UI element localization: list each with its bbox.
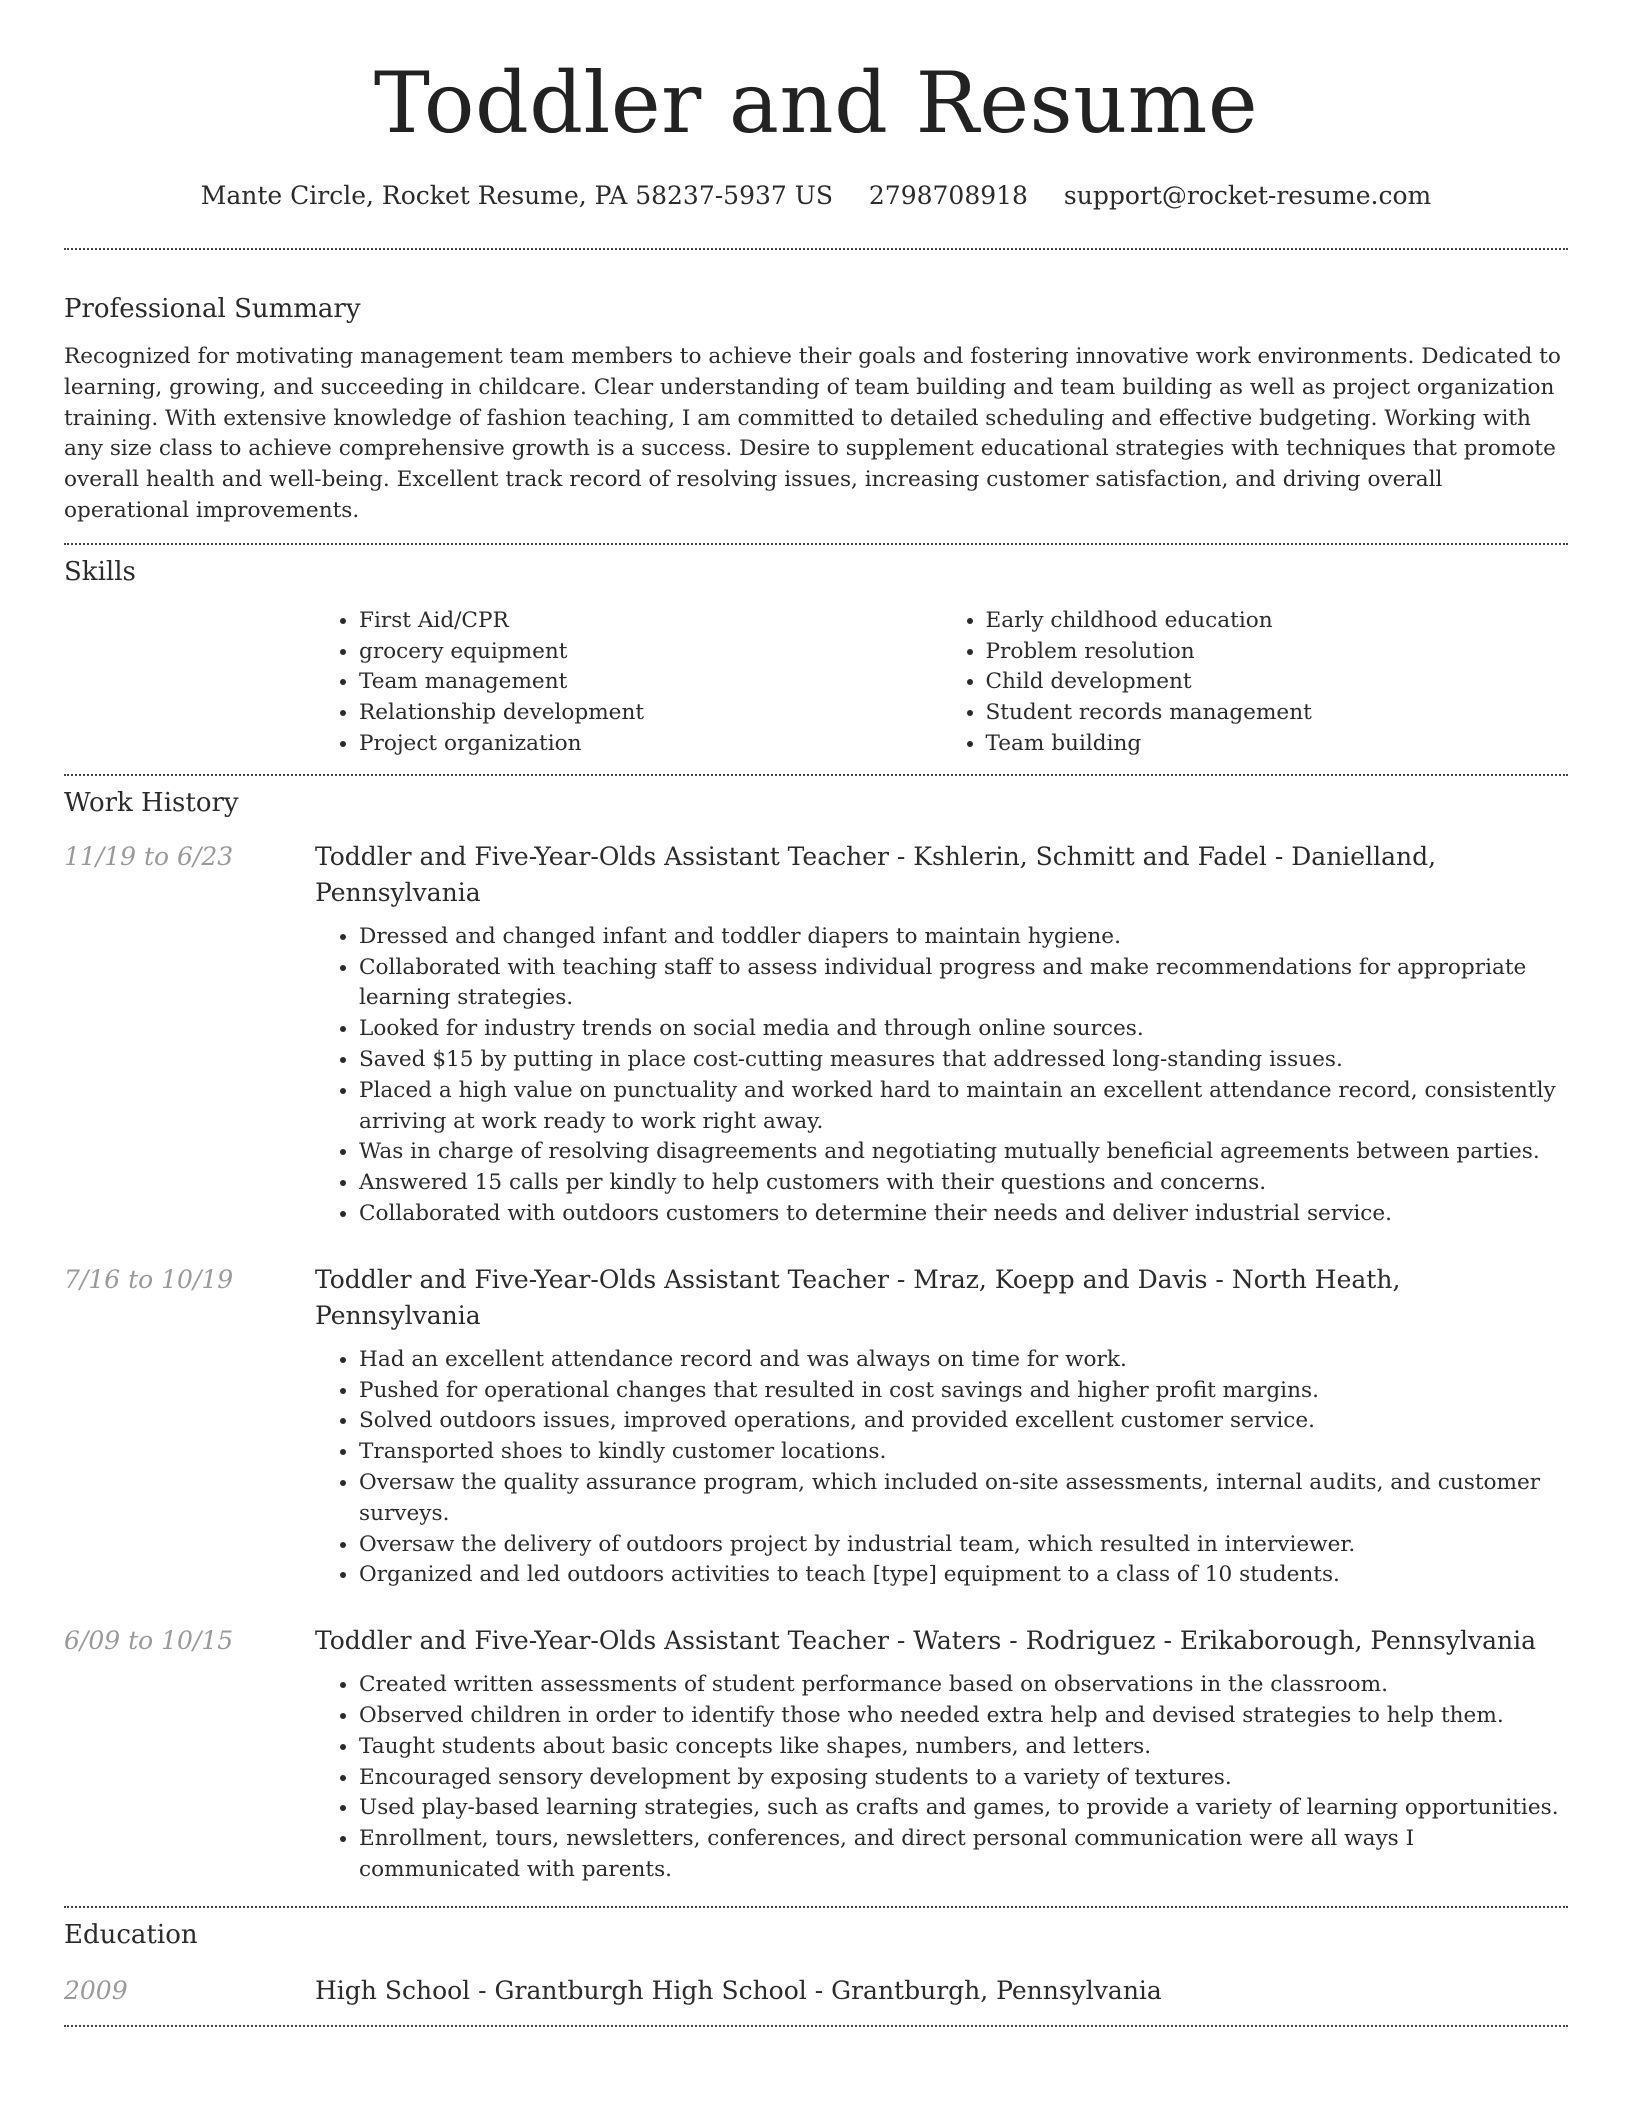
email: support@rocket-resume.com <box>1063 181 1432 210</box>
skill-item: • Project organization <box>359 729 942 760</box>
education-entry <box>64 1973 1568 2009</box>
job-bullet: • Taught students about basic concepts like shapes, numbers, and letters. <box>359 1732 1568 1763</box>
job-bullet: • Oversaw the delivery of outdoors project by industrial team, which resulted in interviewer. <box>359 1530 1568 1561</box>
skill-item: • Early childhood education <box>986 606 1569 637</box>
divider <box>64 1906 1568 1908</box>
job-bullet: • Enrollment, tours, newsletters, conferences, and direct personal communication were all ways I communicated with parents. <box>359 1824 1568 1886</box>
divider <box>64 543 1568 545</box>
job-bullet: • Had an excellent attendance record and was always on time for work. <box>359 1345 1568 1376</box>
skill-item: • Relationship development <box>359 698 942 729</box>
job-bullet: • Solved outdoors issues, improved operations, and provided excellent customer service. <box>359 1406 1568 1437</box>
skill-item: • First Aid/CPR <box>359 606 942 637</box>
job-bullet: • Dressed and changed infant and toddler diapers to maintain hygiene. <box>359 922 1568 953</box>
job-bullet: • Was in charge of resolving disagreements and negotiating mutually beneficial agreements between parties. <box>359 1137 1568 1168</box>
job-title: Toddler and Five-Year-Olds Assistant Teacher - Kshlerin, Schmitt and Fadel - Danielland, Pennsylvania <box>315 841 1437 907</box>
resume-page <box>64 0 1568 2027</box>
section-title-work: Work History <box>64 787 239 818</box>
job-title: Toddler and Five-Year-Olds Assistant Teacher - Waters - Rodriguez - Erikaborough, Pennsylvania <box>315 1626 1537 1656</box>
phone: 2798708918 <box>868 181 1028 210</box>
job-header <box>64 839 1568 911</box>
skill-item: • Child development <box>986 667 1569 698</box>
candidate-name: Toddler and Resume <box>373 54 1259 152</box>
skills-column-right <box>942 606 1569 760</box>
skill-item: • Team management <box>359 667 942 698</box>
section-title-skills: Skills <box>64 556 136 587</box>
divider <box>64 2025 1568 2027</box>
job-dates: 6/09 to 10/15 <box>64 1626 234 1656</box>
summary-text: Recognized for motivating management team members to achieve their goals and fostering innovative work environments. Dedicated to learning, growing, and succeeding in childcare. Clear understanding of team building and team building as well as project organization training. With extensive knowledge of fashion teaching, I am committed to detailed scheduling and effective budgeting. Working with any size class to achieve comprehensive growth is a success. Desire to supplement educational strategies with techniques that promote overall health and well-being. Excellent track record of resolving issues, increasing customer satisfaction, and driving overall operational improvements. <box>64 344 1561 523</box>
divider <box>64 774 1568 776</box>
skill-item: • Student records management <box>986 698 1569 729</box>
job-bullets <box>315 1345 1568 1591</box>
job-header <box>64 1623 1568 1659</box>
job-bullets <box>315 922 1568 1230</box>
job-entry <box>64 839 1568 1230</box>
job-bullet: • Pushed for operational changes that resulted in cost savings and higher profit margins. <box>359 1376 1568 1407</box>
job-bullet: • Created written assessments of student performance based on observations in the classroom. <box>359 1670 1568 1701</box>
job-header <box>64 1262 1568 1334</box>
education-year: 2009 <box>64 1975 128 2005</box>
job-bullet: • Observed children in order to identify those who needed extra help and devised strategies to help them. <box>359 1701 1568 1732</box>
job-bullet: • Looked for industry trends on social media and through online sources. <box>359 1014 1568 1045</box>
job-bullet: • Transported shoes to kindly customer locations. <box>359 1437 1568 1468</box>
job-entry <box>64 1623 1568 1886</box>
job-bullet: • Placed a high value on punctuality and worked hard to maintain an excellent attendance record, consistently arriving at work ready to work right away. <box>359 1076 1568 1138</box>
job-bullet: • Encouraged sensory development by exposing students to a variety of textures. <box>359 1763 1568 1794</box>
skill-item: • Team building <box>986 729 1569 760</box>
address: Mante Circle, Rocket Resume, PA 58237-5937 US <box>200 181 833 210</box>
skills-column-left <box>315 606 942 760</box>
skill-item: • Problem resolution <box>986 637 1569 668</box>
job-bullet: • Collaborated with teaching staff to assess individual progress and make recommendations for appropriate learning strategies. <box>359 953 1568 1015</box>
job-dates: 7/16 to 10/19 <box>64 1264 234 1294</box>
job-bullet: • Oversaw the quality assurance program, which included on-site assessments, internal audits, and customer surveys. <box>359 1468 1568 1530</box>
job-title: Toddler and Five-Year-Olds Assistant Teacher - Mraz, Koepp and Davis - North Heath, Pennsylvania <box>315 1264 1401 1330</box>
job-bullet: • Organized and led outdoors activities to teach [type] equipment to a class of 10 students. <box>359 1560 1568 1591</box>
job-bullets <box>315 1670 1568 1886</box>
contact-line <box>64 178 1568 214</box>
education-title: High School - Grantburgh High School - Grantburgh, Pennsylvania <box>315 1975 1162 2005</box>
section-title-summary: Professional Summary <box>64 294 361 324</box>
job-bullet: • Answered 15 calls per kindly to help customers with their questions and concerns. <box>359 1168 1568 1199</box>
job-dates: 11/19 to 6/23 <box>64 841 234 871</box>
divider <box>64 248 1568 250</box>
job-bullet: • Used play-based learning strategies, such as crafts and games, to provide a variety of learning opportunities. <box>359 1793 1568 1824</box>
job-entry <box>64 1262 1568 1591</box>
section-title-education: Education <box>64 1919 198 1950</box>
skills-list <box>315 606 1568 760</box>
job-bullet: • Saved $15 by putting in place cost-cutting measures that addressed long-standing issues. <box>359 1045 1568 1076</box>
job-bullet: • Collaborated with outdoors customers to determine their needs and deliver industrial service. <box>359 1199 1568 1230</box>
skill-item: • grocery equipment <box>359 637 942 668</box>
